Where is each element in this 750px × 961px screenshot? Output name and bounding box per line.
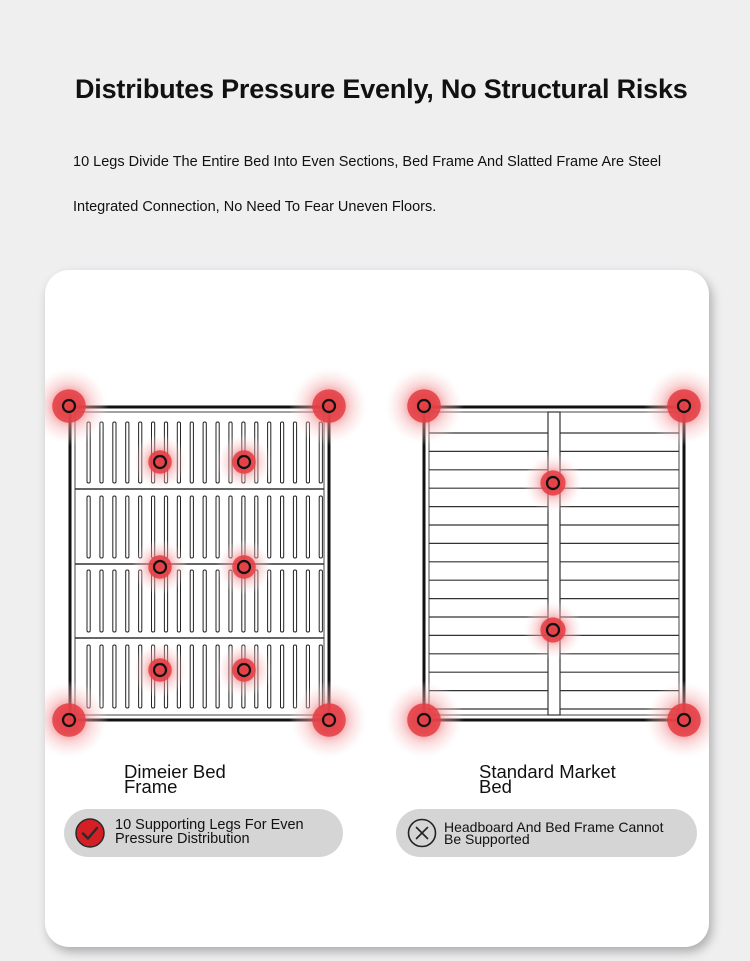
pressure-core xyxy=(52,703,86,737)
dimeier-bed-frame-diagram xyxy=(70,407,329,720)
slat xyxy=(281,496,284,558)
right-bed-name: Standard Market Bed xyxy=(479,761,616,797)
slat xyxy=(268,496,271,558)
pressure-core xyxy=(52,389,86,423)
pressure-core xyxy=(540,470,565,495)
pressure-core xyxy=(232,658,256,682)
slat xyxy=(216,496,219,558)
comparison-card xyxy=(45,270,709,947)
slat xyxy=(306,496,309,558)
pressure-core xyxy=(667,703,701,737)
slat xyxy=(190,570,193,632)
pressure-core xyxy=(312,703,346,737)
slat xyxy=(293,496,296,558)
slat xyxy=(306,570,309,632)
pressure-core xyxy=(407,703,441,737)
slat xyxy=(319,496,322,558)
slat xyxy=(190,645,193,708)
slat xyxy=(126,570,129,632)
pressure-core xyxy=(232,555,256,579)
slat xyxy=(100,570,103,632)
pressure-core xyxy=(148,555,172,579)
slat xyxy=(100,496,103,558)
slat xyxy=(113,645,116,708)
check-icon xyxy=(75,818,105,848)
pressure-core xyxy=(148,450,172,474)
slat xyxy=(216,570,219,632)
slat xyxy=(126,496,129,558)
drawback-line-2: Be Supported xyxy=(444,831,530,847)
advantage-line-2: Pressure Distribution xyxy=(115,831,250,847)
left-bed-name: Dimeier Bed Frame xyxy=(124,761,226,797)
drawback-line-1: Headboard And Bed Frame Cannot xyxy=(444,819,664,835)
slat xyxy=(203,645,206,708)
pressure-core xyxy=(667,389,701,423)
slat xyxy=(87,570,90,632)
pressure-core xyxy=(148,658,172,682)
slat xyxy=(126,645,129,708)
slat xyxy=(190,496,193,558)
advantage-line-1: 10 Supporting Legs For Even xyxy=(115,817,304,833)
slat xyxy=(190,422,193,483)
advantage-badge xyxy=(64,809,343,857)
slat xyxy=(293,422,296,483)
pressure-core xyxy=(540,617,565,642)
slat xyxy=(281,645,284,708)
slat xyxy=(281,422,284,483)
slat xyxy=(113,422,116,483)
headline: Distributes Pressure Evenly, No Structural Risks xyxy=(75,74,688,104)
slat xyxy=(87,496,90,558)
slat xyxy=(203,422,206,483)
drawback-badge xyxy=(396,809,697,857)
slat xyxy=(319,570,322,632)
description: 10 Legs Divide The Entire Bed Into Even Sections, Bed Frame And Slatted Frame Are Steel Integrated Connection, No Need To Fear Uneven Floors. xyxy=(73,154,662,215)
slat xyxy=(293,570,296,632)
pressure-core xyxy=(407,389,441,423)
pressure-core xyxy=(232,450,256,474)
slat xyxy=(281,570,284,632)
slat xyxy=(100,422,103,483)
slat xyxy=(203,496,206,558)
cross-icon xyxy=(407,818,437,848)
slat xyxy=(113,570,116,632)
slat xyxy=(203,570,206,632)
slat xyxy=(126,422,129,483)
pressure-core xyxy=(312,389,346,423)
slat xyxy=(113,496,116,558)
